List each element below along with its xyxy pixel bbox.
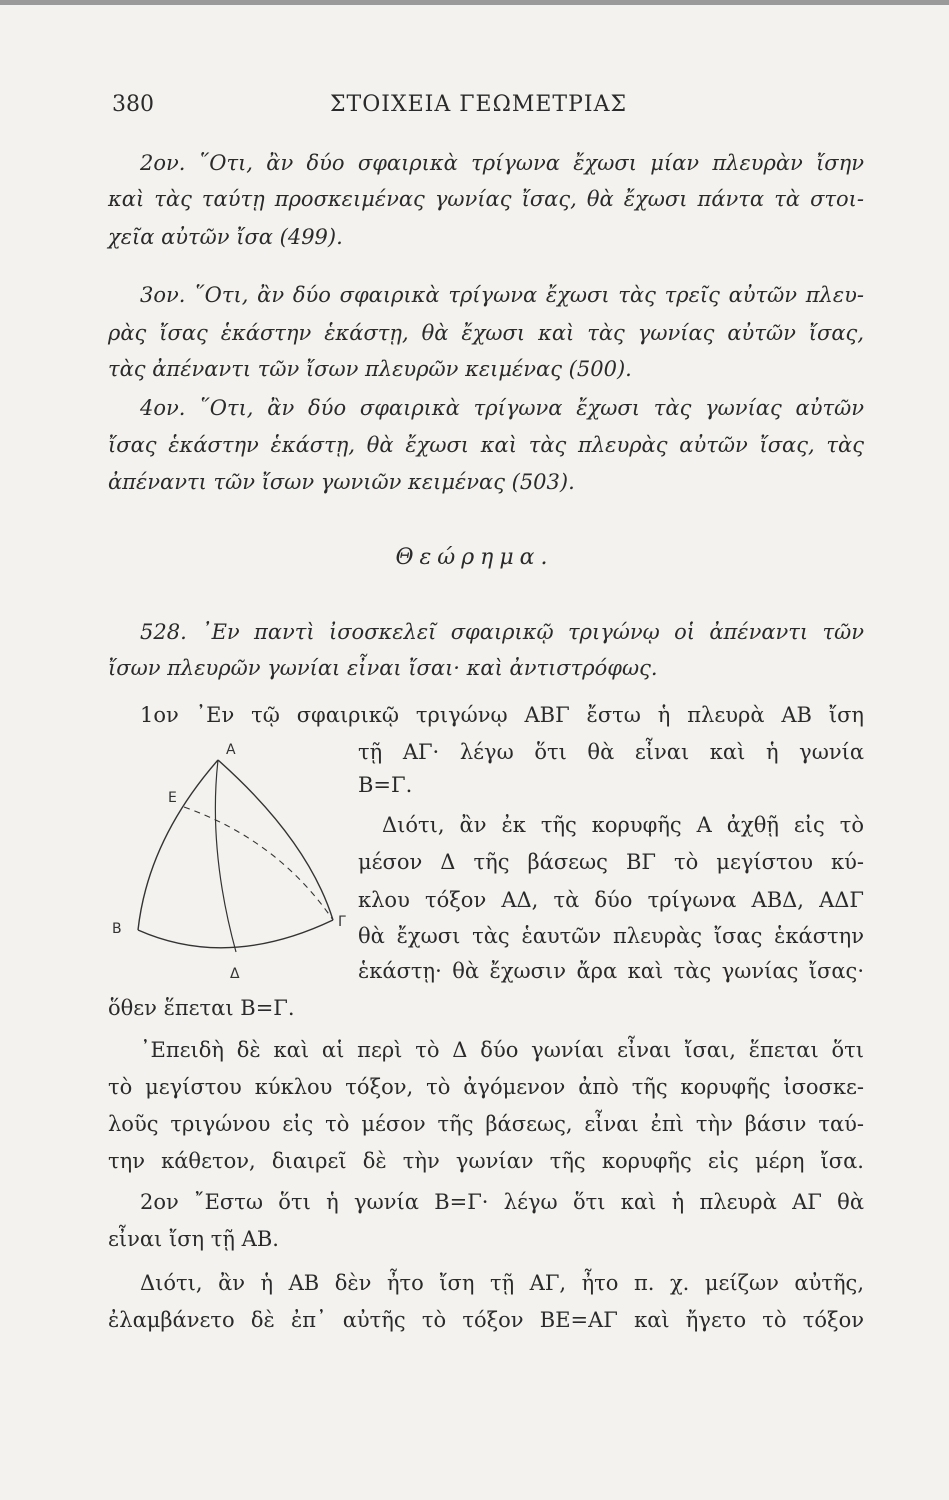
proof-wrap-line-5: κλου τόξον ΑΔ, τὰ δύο τρίγωνα ΑΒΔ, ΑΔΓ [358,888,864,912]
para2-line-2: τὸ μεγίστου κύκλου τόξον, τὸ ἀγόμενον ἀπὸ τῆς κορυφῆς ἰσοσκε- [108,1075,864,1099]
spherical-triangle-diagram [108,730,358,990]
para2-line-4: την κάθετον, διαιρεῖ δὲ τὴν γωνίαν τῆς κορυφῆς εἰς μέρη ἴσα. [108,1149,864,1173]
spherical-triangle-figure [108,730,358,990]
proof-wrap-line-1: τῇ ΑΓ· λέγω ὅτι θὰ εἶναι καὶ ἡ γωνία [358,740,864,764]
theorem-statement-line-1: 528. ᾿Εν παντὶ ἰσοσκελεῖ σφαιρικῷ τριγώνῳ οἱ ἀπέναντι τῶν [140,620,864,644]
arc-eg-dashed [184,807,333,920]
theorem-statement-line-2: ἴσων πλευρῶν γωνίαι εἶναι ἴσαι· καὶ ἀντιστρόφως. [108,656,658,680]
proof-wrap-line-7: ἑκάστῃ· θὰ ἔχωσιν ἄρα καὶ τὰς γωνίας ἴσας· [358,959,864,983]
second-part-line-2: εἶναι ἴση τῇ ΑΒ. [108,1227,279,1251]
item-4-line-1: 4ον. ῞Οτι, ἂν δύο σφαιρικὰ τρίγωνα ἔχωσι τὰς γωνίας αὐτῶν [140,396,864,420]
item-3-line-1: 3ον. ῞Οτι, ἂν δύο σφαιρικὰ τρίγωνα ἔχωσι τὰς τρεῖς αὐτῶν πλευ- [140,283,864,307]
arc-bg [138,920,333,948]
proof-conclusion: ὅθεν ἕπεται Β=Γ. [108,996,295,1020]
para3-line-2: ἐλαμβάνετο δὲ ἐπ᾿ αὐτῆς τὸ τόξον ΒΕ=ΑΓ καὶ ἤγετο τὸ τόξον [108,1308,864,1332]
arc-ab [138,760,218,930]
para2-line-1: ᾿Επειδὴ δὲ καὶ αἱ περὶ τὸ Δ δύο γωνίαι εἶναι ἴσαι, ἕπεται ὅτι [140,1038,864,1062]
proof-wrap-line-6: θὰ ἔχωσι τὰς ἑαυτῶν πλευρὰς ἴσας ἑκάστην [358,924,864,948]
arc-ad [215,760,236,952]
label-a: Α [226,742,236,758]
arc-ag [218,760,333,920]
item-4-line-3: ἀπέναντι τῶν ἴσων γωνιῶν κειμένας (503). [108,470,575,494]
label-b: Β [112,921,122,937]
proof-wrap-line-2: Β=Γ. [358,773,413,797]
page-header [112,92,872,132]
label-d: Δ [230,966,240,982]
item-2-line-2: καὶ τὰς ταύτῃ προσκειμένας γωνίας ἴσας, θὰ ἔχωσι πάντα τὰ στοι- [108,187,864,211]
proof-wrap-line-4: μέσον Δ τῆς βάσεως ΒΓ τὸ μεγίστου κύ- [358,850,864,874]
item-2-line-1: 2ον. ῞Οτι, ἂν δύο σφαιρικὰ τρίγωνα ἔχωσι μίαν πλευρὰν ἴσην [140,151,864,175]
theorem-title: Θεώρημα. [395,545,554,570]
second-part-line-1: 2ον ῎Εστω ὅτι ἡ γωνία Β=Γ· λέγω ὅτι καὶ ἡ πλευρὰ ΑΓ θὰ [140,1190,864,1214]
item-3-line-3: τὰς ἀπέναντι τῶν ἴσων πλευρῶν κειμένας (500). [108,357,632,381]
item-4-line-2: ἴσας ἑκάστην ἑκάστῃ, θὰ ἔχωσι καὶ τὰς πλευρὰς αὐτῶν ἴσας, τὰς [108,433,864,457]
label-g: Γ [338,914,346,930]
label-e: Ε [168,790,177,806]
page-number: 380 [112,92,154,117]
running-title: ΣΤΟΙΧΕΙΑ ΓΕΩΜΕΤΡΙΑΣ [330,92,628,117]
item-3-line-2: ρὰς ἴσας ἑκάστην ἑκάστῃ, θὰ ἔχωσι καὶ τὰς γωνίας αὐτῶν ἴσας, [108,321,864,345]
page-top-edge [0,0,949,5]
item-2-line-3: χεῖα αὐτῶν ἴσα (499). [108,225,343,249]
proof-wrap-line-3: Διότι, ἂν ἐκ τῆς κορυφῆς Α ἀχθῇ εἰς τὸ [382,813,864,837]
para2-line-3: λοῦς τριγώνου εἰς τὸ μέσον τῆς βάσεως, εἶναι ἐπὶ τὴν βάσιν ταύ- [108,1112,864,1136]
para3-line-1: Διότι, ἂν ἡ ΑΒ δὲν ἦτο ἴση τῇ ΑΓ, ἦτο π. χ. μείζων αὐτῆς, [140,1271,864,1295]
proof-first-line: 1ον ᾿Εν τῷ σφαιρικῷ τριγώνῳ ΑΒΓ ἔστω ἡ πλευρὰ ΑΒ ἴση [140,703,864,727]
